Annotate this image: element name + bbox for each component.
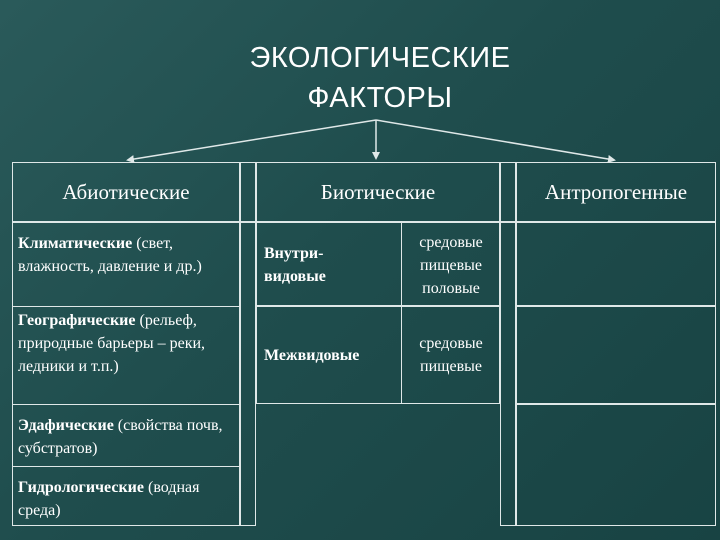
abiotic-geographic-term: Географические	[18, 312, 136, 329]
title-line-1: ЭКОЛОГИЧЕСКИЕ	[249, 42, 511, 74]
biotic-intra-factor-1: средовые	[419, 234, 483, 251]
abiotic-geographic-desc: (рельеф, природные барьеры – реки, ледники и т.п.)	[18, 312, 206, 375]
anthropogenic-row-1	[516, 222, 716, 306]
header-gap-1	[240, 162, 256, 222]
header-abiotic	[12, 162, 240, 222]
biotic-divider-1	[401, 222, 402, 404]
header-biotic	[256, 162, 500, 222]
abiotic-climatic-desc: (свет, влажность, давление и др.)	[18, 235, 202, 275]
abiotic-divider-1	[12, 306, 240, 307]
biotic-interspecific-line1: Межвидовые	[264, 347, 360, 364]
header-abiotic-label: Абиотические	[62, 179, 190, 204]
biotic-intra-factor-2: пищевые	[420, 257, 482, 274]
abiotic-hydrological-term: Гидрологические	[18, 479, 144, 496]
abiotic-hydrological-desc: (водная среда)	[18, 479, 200, 519]
header-biotic-label: Биотические	[320, 179, 436, 204]
header-anthropogenic-label: Антропогенные	[544, 179, 688, 204]
header-anthropogenic	[516, 162, 716, 222]
biotic-interspecific-factors	[404, 332, 498, 378]
abiotic-climatic-term: Климатические	[18, 235, 133, 252]
arrow-to-anthropogenic	[376, 120, 614, 160]
arrow-to-abiotic	[128, 120, 376, 160]
abiotic-climatic	[18, 232, 236, 278]
biotic-intraspecific-line1: Внутри-	[264, 245, 324, 262]
biotic-intraspecific-line2: видовые	[264, 268, 326, 285]
abiotic-divider-3	[12, 466, 240, 467]
anthropogenic-row-3	[516, 404, 716, 526]
abiotic-edaphic-desc: (свойства почв, субстратов)	[18, 417, 223, 457]
biotic-inter-factor-2: пищевые	[420, 358, 482, 375]
biotic-interspecific-name	[264, 344, 399, 367]
header-gap-2	[500, 162, 516, 222]
abiotic-hydrological	[18, 476, 236, 522]
title-line-2: ФАКТОРЫ	[307, 82, 453, 114]
biotic-intraspecific-factors	[404, 231, 498, 300]
abiotic-divider-2	[12, 404, 240, 405]
abiotic-edaphic-term: Эдафические	[18, 417, 114, 434]
biotic-intra-factor-3: половые	[422, 280, 480, 297]
body-gap-2	[500, 222, 516, 526]
biotic-inter-factor-1: средовые	[419, 335, 483, 352]
body-gap-1	[240, 222, 256, 526]
anthropogenic-row-2	[516, 306, 716, 404]
abiotic-edaphic	[18, 414, 236, 460]
abiotic-geographic	[18, 309, 236, 378]
biotic-intraspecific-name	[264, 242, 394, 288]
